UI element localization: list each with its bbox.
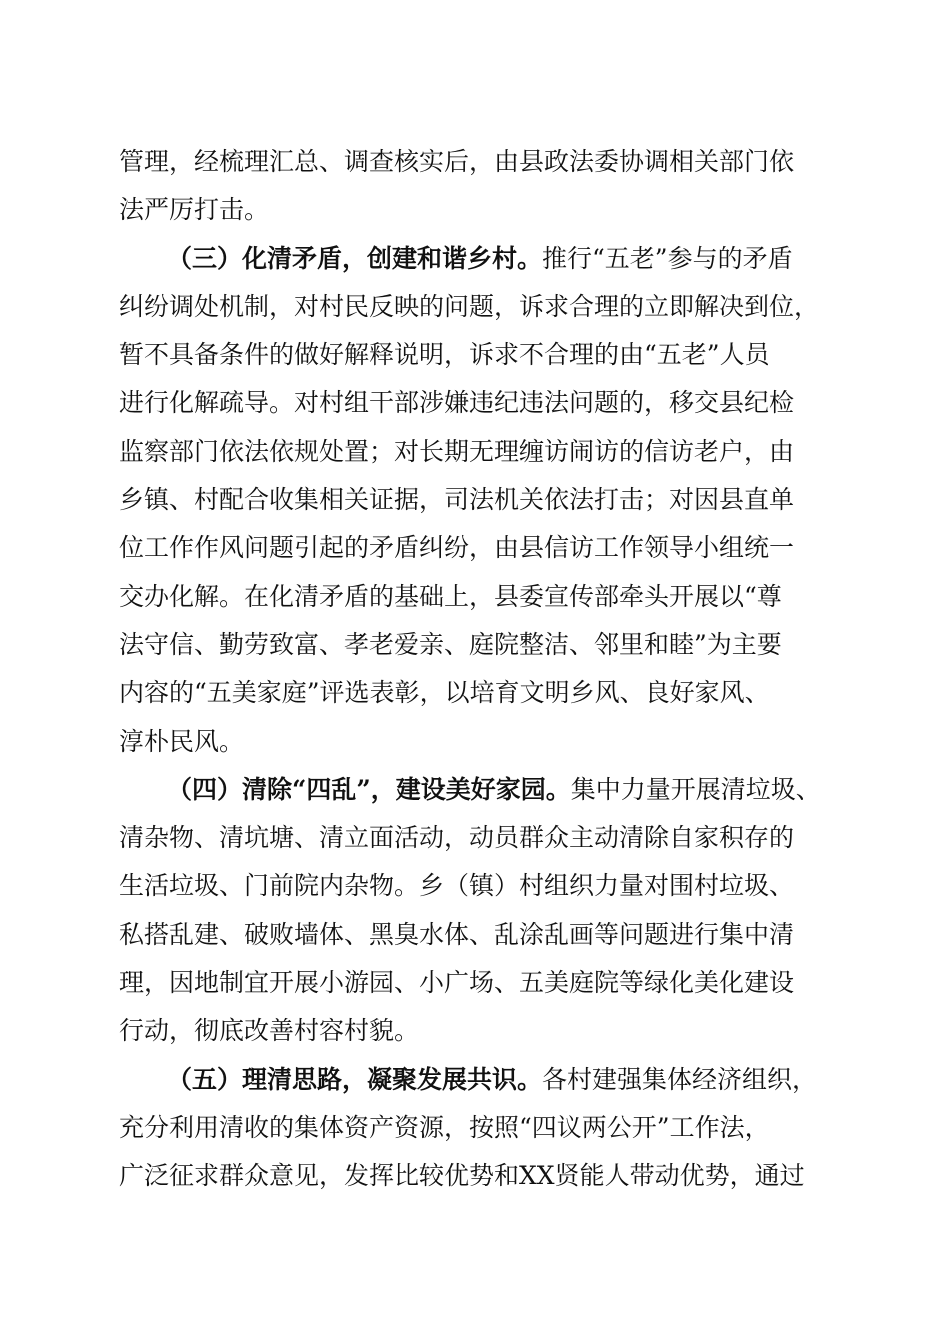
text-line: 交办化解。在化清矛盾的基础上，县委宣传部牵头开展以“尊 (119, 581, 782, 611)
section-heading: （五）理清思路，凝聚发展共识。 (167, 1064, 543, 1094)
text-line: 法严厉打击。 (119, 195, 270, 225)
section-heading: （三）化清矛盾，创建和谐乡村。 (167, 243, 543, 273)
text-line: 充分利用清收的集体资产资源，按照“四议两公开”工作法， (119, 1112, 770, 1142)
text-run: 推行“五老”参与的矛盾 (542, 243, 793, 273)
section-heading: （四）清除“四乱”，建设美好家园。 (167, 774, 571, 804)
text-line: 行动，彻底改善村容村貌。 (119, 1016, 420, 1046)
text-line: 广泛征求群众意见，发挥比较优势和XX贤能人带动优势，通过 (119, 1161, 805, 1191)
text-line: 理，因地制宜开展小游园、小广场、五美庭院等绿化美化建设 (119, 968, 795, 998)
document-body (119, 138, 831, 1201)
text-line: 监察部门依法依规处置；对长期无理缠访闹访的信访老户，由 (119, 436, 795, 466)
text-line: 清杂物、清坑塘、清立面活动，动员群众主动清除自家积存的 (119, 823, 795, 853)
text-line: 法守信、勤劳致富、孝老爱亲、庭院整洁、邻里和睦”为主要 (119, 629, 782, 659)
text-line: 内容的“五美家庭”评选表彰，以培育文明乡风、良好家风、 (119, 678, 770, 708)
text-line: 生活垃圾、门前院内杂物。乡（镇）村组织力量对围村垃圾、 (119, 871, 795, 901)
paragraph-section-5 (119, 1056, 831, 1201)
text-line: 管理，经梳理汇总、调查核实后，由县政法委协调相关部门依 (119, 147, 795, 176)
paragraph-continuation (119, 138, 831, 235)
paragraph-first-line (119, 235, 831, 283)
paragraph-first-line (119, 1056, 831, 1104)
text-line: 私搭乱建、破败墙体、黑臭水体、乱涂乱画等问题进行集中清 (119, 919, 795, 949)
text-line: 位工作作风问题引起的矛盾纠纷，由县信访工作领导小组统一 (119, 533, 795, 563)
paragraph-section-3 (119, 235, 831, 766)
paragraph-section-4 (119, 766, 831, 1056)
text-run: 集中力量开展清垃圾、 (570, 774, 821, 804)
text-line: 乡镇、村配合收集相关证据，司法机关依法打击；对因县直单 (119, 485, 795, 515)
text-line: 暂不具备条件的做好解释说明，诉求不合理的由“五老”人员 (119, 340, 770, 370)
text-line: 淳朴民风。 (119, 726, 245, 756)
text-run: 各村建强集体经济组织， (542, 1064, 818, 1094)
paragraph-first-line (119, 766, 831, 814)
text-line: 进行化解疏导。对村组干部涉嫌违纪违法问题的，移交县纪检 (119, 388, 795, 418)
text-line: 纠纷调处机制，对村民反映的问题，诉求合理的立即解决到位， (119, 291, 820, 321)
